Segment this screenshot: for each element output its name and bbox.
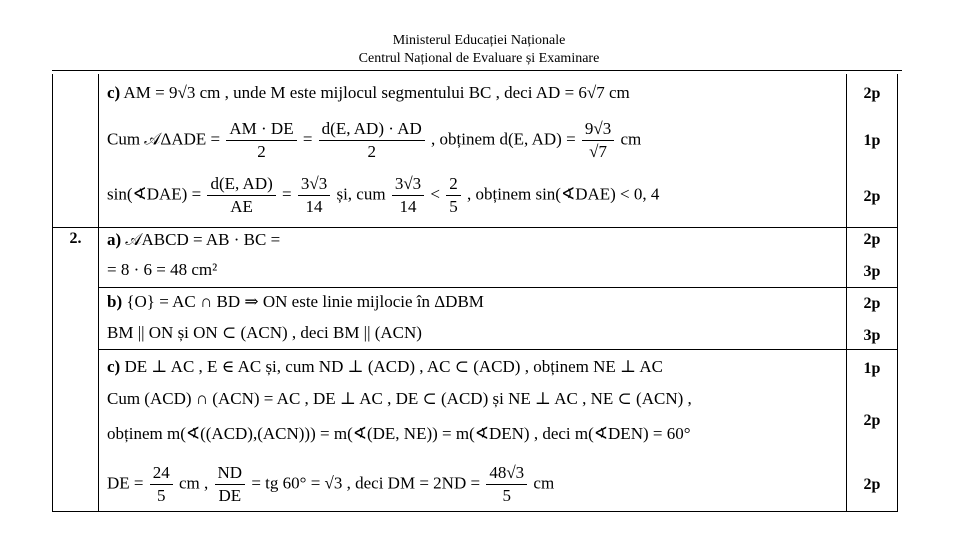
denominator: 5 xyxy=(157,486,166,505)
numerator: AM · DE xyxy=(226,118,296,141)
numerator: d(E, AD) xyxy=(207,173,275,196)
numerator: ND xyxy=(215,462,246,485)
denominator: 2 xyxy=(367,142,376,161)
denominator: 5 xyxy=(449,197,458,216)
answer-text: DE ⊥ AC , E ∈ AC și, cum ND ⊥ (ACD) , AC ⊂ (ACD) , obținem NE ⊥ AC xyxy=(124,357,663,376)
answer-line xyxy=(107,292,484,312)
text-segment: Cum 𝒜ΔADE = xyxy=(107,129,221,149)
points: 2p xyxy=(863,476,881,493)
answer-text: {O} = AC ∩ BD ⇒ ON este linie mijlocie în ΔDBM xyxy=(126,292,484,311)
item-number: 2. xyxy=(69,230,82,247)
row-divider xyxy=(53,227,897,228)
points: 2p xyxy=(863,231,881,248)
text-segment: = xyxy=(302,129,313,149)
text-segment: = xyxy=(282,184,292,204)
header-ministry: Ministerul Educației Naționale xyxy=(392,33,566,48)
denominator: 2 xyxy=(257,142,266,161)
text-segment: , obținem d(E, AD) = xyxy=(431,129,576,149)
points: 2p xyxy=(863,295,881,312)
numerator: 3√3 xyxy=(392,173,424,196)
text-segment: cm , xyxy=(179,473,209,493)
numerator: 3√3 xyxy=(298,173,330,196)
answer-line xyxy=(107,424,691,444)
answer-line xyxy=(107,462,554,507)
fraction xyxy=(226,118,296,163)
subitem-label: a) xyxy=(107,230,122,249)
answer-line xyxy=(107,230,280,250)
numerator: 9√3 xyxy=(582,118,614,141)
numerator: d(E, AD) · AD xyxy=(319,118,425,141)
points: 2p xyxy=(863,188,881,205)
answer-line xyxy=(107,389,692,409)
numerator: 48√3 xyxy=(486,462,527,485)
fraction xyxy=(319,118,425,163)
answer-text: obținem m(∢((ACD),(ACN))) = m(∢(DE, NE)) = m(∢DEN) , deci m(∢DEN) = 60° xyxy=(107,424,691,443)
fraction xyxy=(446,173,461,218)
points: 3p xyxy=(863,263,881,280)
header-center: Centrul Național de Evaluare și Examinare xyxy=(358,51,600,66)
numerator: 2 xyxy=(446,173,461,196)
denominator: 14 xyxy=(399,197,417,216)
denominator: 5 xyxy=(502,486,511,505)
subitem-label: c) xyxy=(107,83,121,102)
answer-line xyxy=(107,118,641,163)
subitem-label: b) xyxy=(107,292,123,311)
fraction xyxy=(207,173,275,218)
answer-line xyxy=(107,83,630,103)
answer-text: Cum (ACD) ∩ (ACN) = AC , DE ⊥ AC , DE ⊂ (ACD) și NE ⊥ AC , NE ⊂ (ACN) , xyxy=(107,389,692,408)
denominator: DE xyxy=(218,486,242,505)
text-segment: cm xyxy=(620,129,642,149)
answer-line xyxy=(107,323,422,343)
points: 3p xyxy=(863,327,881,344)
text-segment: , obținem sin(∢DAE) < 0, 4 xyxy=(467,184,660,204)
text-segment: sin(∢DAE) = xyxy=(107,184,202,204)
fraction xyxy=(582,118,614,163)
column-divider-points xyxy=(846,74,847,511)
column-divider-item xyxy=(98,74,99,511)
text-segment: DE = xyxy=(107,473,144,493)
denominator: √7 xyxy=(589,142,607,161)
points: 1p xyxy=(863,360,881,377)
answer-text: = 8 · 6 = 48 cm² xyxy=(107,260,218,279)
answer-line xyxy=(107,173,659,218)
answer-text: AM = 9√3 cm , unde M este mijlocul segmentului BC , deci AD = 6√7 cm xyxy=(123,83,630,102)
text-segment: cm xyxy=(533,473,555,493)
text-segment: = tg 60° = √3 , deci DM = 2ND = xyxy=(251,473,481,493)
fraction xyxy=(298,173,330,218)
fraction xyxy=(392,173,424,218)
answer-text: 𝒜ABCD = AB · BC = xyxy=(125,230,281,249)
answer-text: BM || ON și ON ⊂ (ACN) , deci BM || (ACN) xyxy=(107,323,422,342)
row-divider xyxy=(98,287,897,288)
fraction xyxy=(150,462,173,507)
answer-line xyxy=(107,260,217,280)
fraction xyxy=(486,462,527,507)
grading-table xyxy=(52,74,898,512)
points: 1p xyxy=(863,132,881,149)
answer-line xyxy=(107,357,663,377)
text-segment: < xyxy=(430,184,440,204)
row-divider xyxy=(98,349,897,350)
numerator: 24 xyxy=(150,462,173,485)
header-rule xyxy=(52,70,902,71)
denominator: AE xyxy=(230,197,253,216)
denominator: 14 xyxy=(305,197,323,216)
points: 2p xyxy=(863,85,881,102)
text-segment: și, cum xyxy=(336,184,386,204)
fraction xyxy=(215,462,246,507)
subitem-label: c) xyxy=(107,357,121,376)
points: 2p xyxy=(863,412,881,429)
